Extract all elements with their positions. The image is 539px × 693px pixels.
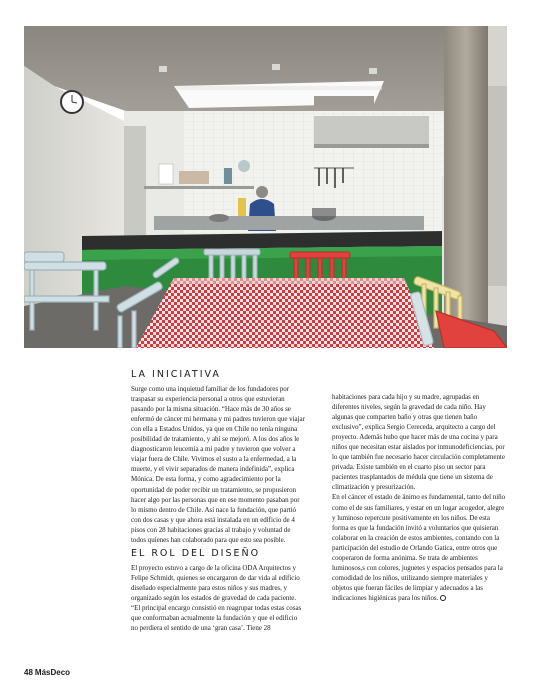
article-column-1 <box>131 370 305 633</box>
body-paragraph-final-text: En el cáncer el estado de ánimo es fundamental, tanto del niño como el de sus familiares, y estar en un lugar acogedor, alegre y luminoso repercute positivamente en los niños. De esta forma es que la fundación invitó a voluntarios que quisieran colaborar en la creación de estos ambientes, contando con la participación del estudio de Orlando Gatica, entre otros que cooperaron de forma anónima. Se trata de ambientes luminosos,s con colores, juguetes y espacios pensados para la comodidad de los niños, utilizando siempre materiales y objetos que fueran fáciles de limpiar y adecuados a las indicaciones higiénicas para los niños. <box>332 493 506 602</box>
body-paragraph: Surge como una inquietud familiar de los fundadores por traspasar su experiencia personal a otros que estuvieran pasando por la misma situación. “Hace más de 30 años se enfermó de cáncer mi hermana y mi padres tuvieron que viajar con ella a Estados Unidos, ya que en Chile no tenía ninguna posibilidad de tratamiento, y ahí se mejoró. A los dos años le diagnosticaron leucemia a mi padre y tuvieron que volver a viajar fuera de Chile. Vivimos el susto a la enfermedad, a la muerte, y el vivir separados de manera indefinida”, explica Mónica. De esta forma, y como agradecimiento por la oportunidad de poder recibir un tratamiento, se propusieron hacer algo por las personas que en ese momento pasaban por lo mismo dentro de Chile. Así nace la fundación, que partió con dos casas y que ahora está instalada en un edificio de 4 pisos con 28 habitaciones gracias al trabajo y voluntad de todos quienes han colaborado para que esto sea posible. <box>131 385 305 544</box>
end-of-article-icon <box>440 595 446 601</box>
page-folio <box>24 668 70 677</box>
body-paragraph: El proyecto estuvo a cargo de la oficina ODA Arquitectos y Felipe Schmidt, quienes se encargaron de dar vida al edificio diseñado especialmente para estos niños y sus madres, y organizado según los estados de gravedad de cada paciente. “El principal encargo consistió en reagrupar todas estas cosas que conformaban actualmente la fundación y que el edificio no perdiera el sentido de una ‘gran casa’. Tiene 28 <box>131 563 302 633</box>
page-number: 48 <box>24 668 33 677</box>
section-heading-el-rol-del-diseno: EL ROL DEL DISEÑO <box>131 547 261 559</box>
article-column-2 <box>332 392 506 603</box>
kitchen-dining-room-photo <box>24 26 507 348</box>
body-paragraph: habitaciones para cada hijo y su madre, agrupadas en diferentes niveles, según la gravedad de cada niño. Hay algunas que comparten baño y otras que tienen baño exclusivo”, explica Sergio Cereceda, arquitecto a cargo del proyecto. Además hubo que hacer más de una cocina y para niños que necesitan estar aislados por inmunodeficiencias, por lo que también fue necesario hacer circulación completamente privada. Existe también en el cuarto piso un sector para pacientes trasplantados de médula que tiene un sistema de climatización y presurización. <box>332 393 505 492</box>
section-heading-la-iniciativa: LA INICIATIVA <box>131 369 221 380</box>
magazine-name: MásDeco <box>34 668 71 677</box>
body-paragraph-final <box>332 492 506 603</box>
